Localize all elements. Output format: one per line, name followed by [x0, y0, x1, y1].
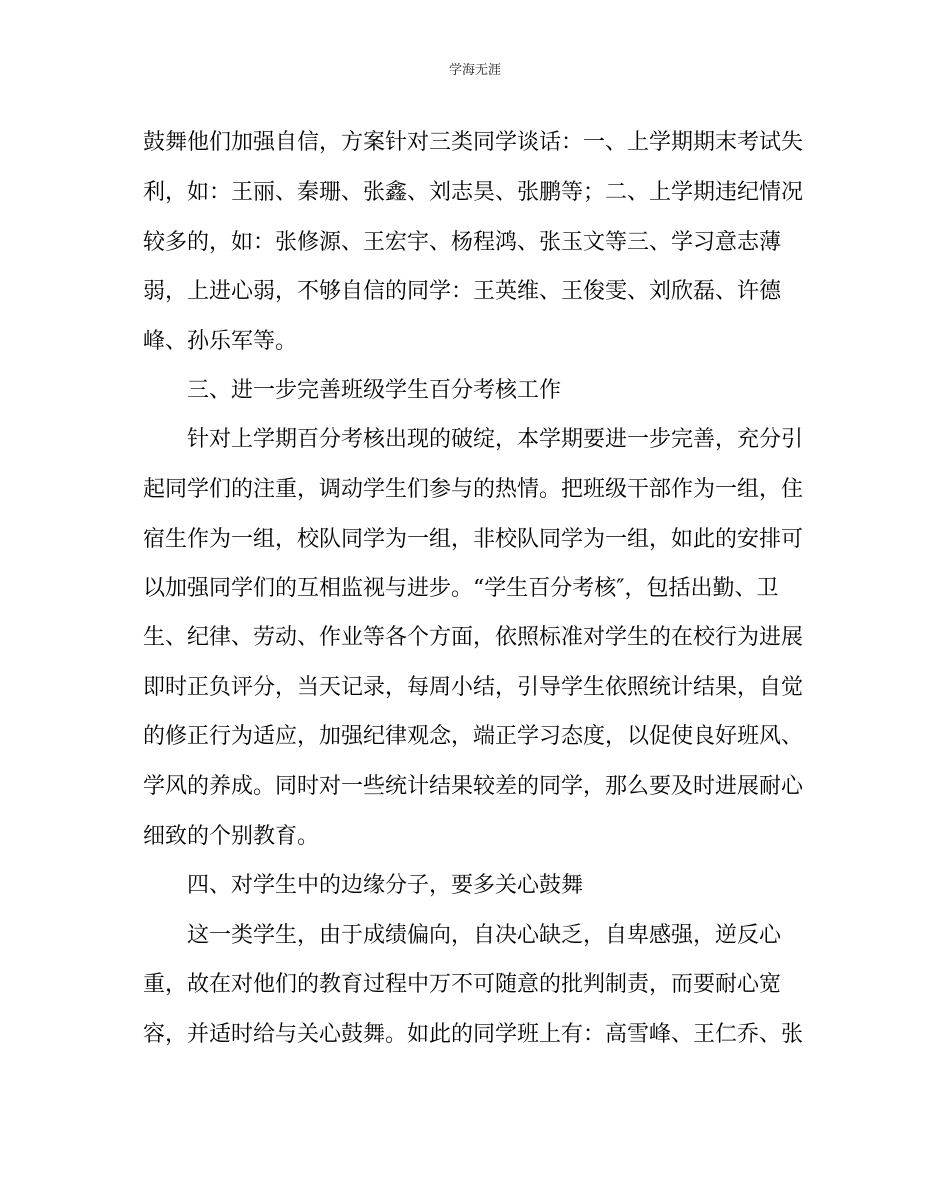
text-line: 峰、孙乐军等。 — [143, 329, 298, 354]
text-line: 重，故在对他们的教育过程中万不可随意的批判制责，而要耐心宽 — [143, 972, 782, 997]
text-line: 学风的养成。同时对一些统计结果较差的同学，那么要及时进展耐心 — [143, 774, 804, 799]
text-line: 较多的，如：张修源、王宏宇、杨程鸿、张玉文等三、学习意志薄 — [143, 230, 782, 255]
text-line: 生、纪律、劳动、作业等各个方面，依照标准对学生的在校行为进展 — [143, 625, 804, 650]
text-line: 即时正负评分，当天记录，每周小结，引导学生依照统计结果，自觉 — [143, 675, 804, 700]
section-heading: 三、进一步完善班级学生百分考核工作 — [187, 378, 562, 403]
text-line: 针对上学期百分考核出现的破绽，本学期要进一步完善，充分引 — [187, 427, 804, 452]
text-line: 起同学们的注重，调动学生们参与的热情。把班级干部作为一组，住 — [143, 477, 804, 502]
text-line: 的修正行为适应，加强纪律观念，端正学习态度，以促使良好班风、 — [143, 724, 804, 749]
text-line: 容，并适时给与关心鼓舞。如此的同学班上有：高雪峰、王仁乔、张 — [143, 1022, 804, 1047]
text-line: 以加强同学们的互相监视与进步。“学生百分考核″，包括出勤、卫 — [143, 576, 779, 601]
text-line: 弱，上进心弱，不够自信的同学：王英维、王俊雯、刘欣磊、许德 — [143, 279, 782, 304]
text-line: 这一类学生，由于成绩偏向，自决心缺乏，自卑感强，逆反心 — [187, 923, 782, 948]
text-line: 细致的个别教育。 — [143, 824, 320, 849]
text-line: 利，如：王丽、秦珊、张鑫、刘志昊、张鹏等；二、上学期违纪情况 — [143, 180, 804, 205]
page-header: 学海无涯 — [448, 63, 501, 78]
text-line: 宿生作为一组，校队同学为一组，非校队同学为一组，如此的安排可 — [143, 527, 804, 552]
text-line: 鼓舞他们加强自信，方案针对三类同学谈话：一、上学期期末考试失 — [143, 130, 804, 155]
section-heading: 四、对学生中的边缘分子，要多关心鼓舞 — [187, 873, 584, 898]
